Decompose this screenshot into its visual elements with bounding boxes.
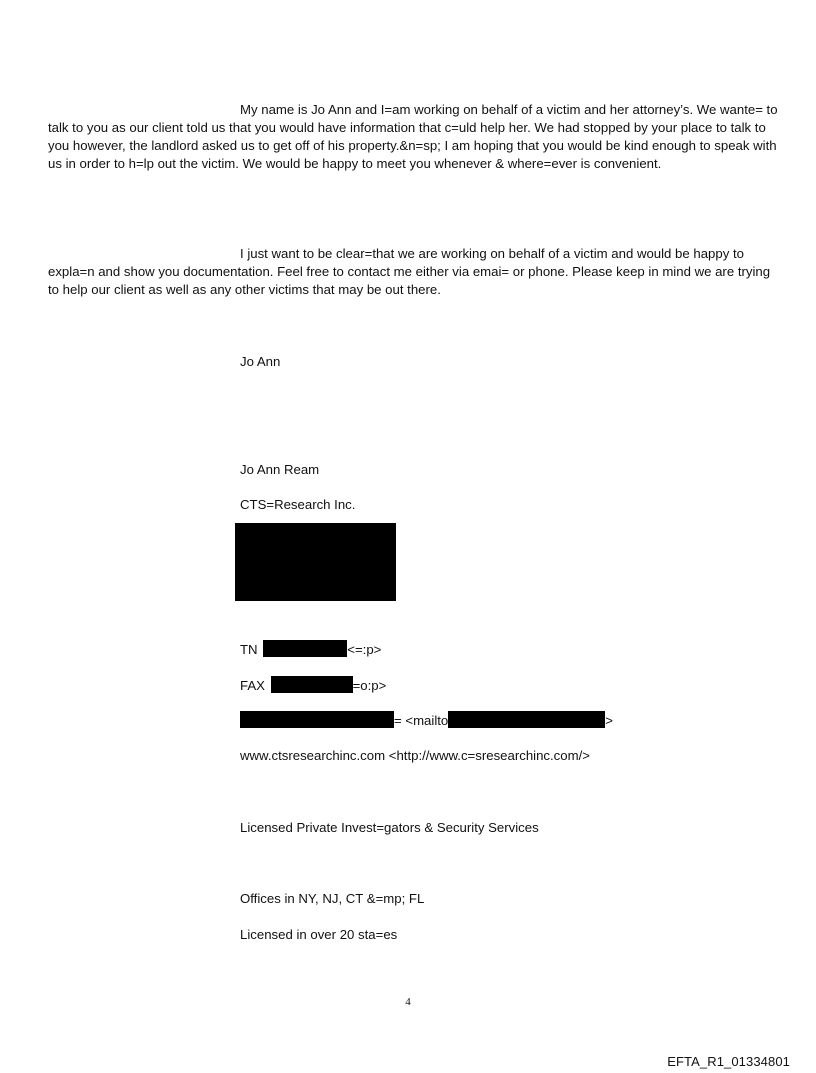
- fax-suffix: =o:p>: [352, 678, 387, 693]
- phone-label: TN: [240, 642, 258, 657]
- redaction-email-link: [448, 711, 605, 728]
- email-paragraph-2: I just want to be clear=that we are working on behalf of a victim and would be happy to expla=n and show you documentation. Feel free to contact me either via emai= or phone. Please keep in mind we are trying to help our client as well as any other victims that may be out there.: [48, 246, 771, 297]
- phone-suffix: <=:p>: [347, 642, 382, 657]
- signature-fax-line: [240, 676, 386, 695]
- fax-label: FAX: [240, 678, 265, 693]
- signature-email-line: [240, 711, 613, 730]
- signature-tagline: Licensed Private Invest=gators & Security Services: [240, 820, 539, 835]
- signature-company: CTS=Research Inc.: [240, 497, 356, 512]
- signature-phone-line: [240, 640, 381, 659]
- signature-website[interactable]: www.ctsresearchinc.com <http://www.c=sresearchinc.com/>: [240, 748, 590, 763]
- redaction-fax: [271, 676, 353, 693]
- email-paragraph-1: My name is Jo Ann and I=am working on behalf of a victim and her attorney’s. We wante= to talk to you as our client told us that you would have information that c=uld help her. We had stopped by your place to talk to you however, the landlord asked us to get off of his property.&n=sp; I am hoping that you would be kind enough to speak with us in order to h=lp out the victim. We would be happy to meet you whenever & where=ever is convenient.: [48, 102, 778, 171]
- redaction-phone: [263, 640, 347, 657]
- email-mailto: = <mailto: [394, 713, 449, 728]
- document-id: EFTA_R1_01334801: [667, 1054, 790, 1069]
- page-number: 4: [405, 996, 411, 1008]
- redaction-email: [240, 711, 394, 728]
- signature-full-name: Jo Ann Ream: [240, 462, 320, 477]
- signature-licensed: Licensed in over 20 sta=es: [240, 927, 398, 942]
- email-end: >: [605, 713, 613, 728]
- closing-name: Jo Ann: [240, 354, 281, 369]
- signature-offices: Offices in NY, NJ, CT &=mp; FL: [240, 891, 425, 906]
- redaction-address-block: [235, 523, 396, 601]
